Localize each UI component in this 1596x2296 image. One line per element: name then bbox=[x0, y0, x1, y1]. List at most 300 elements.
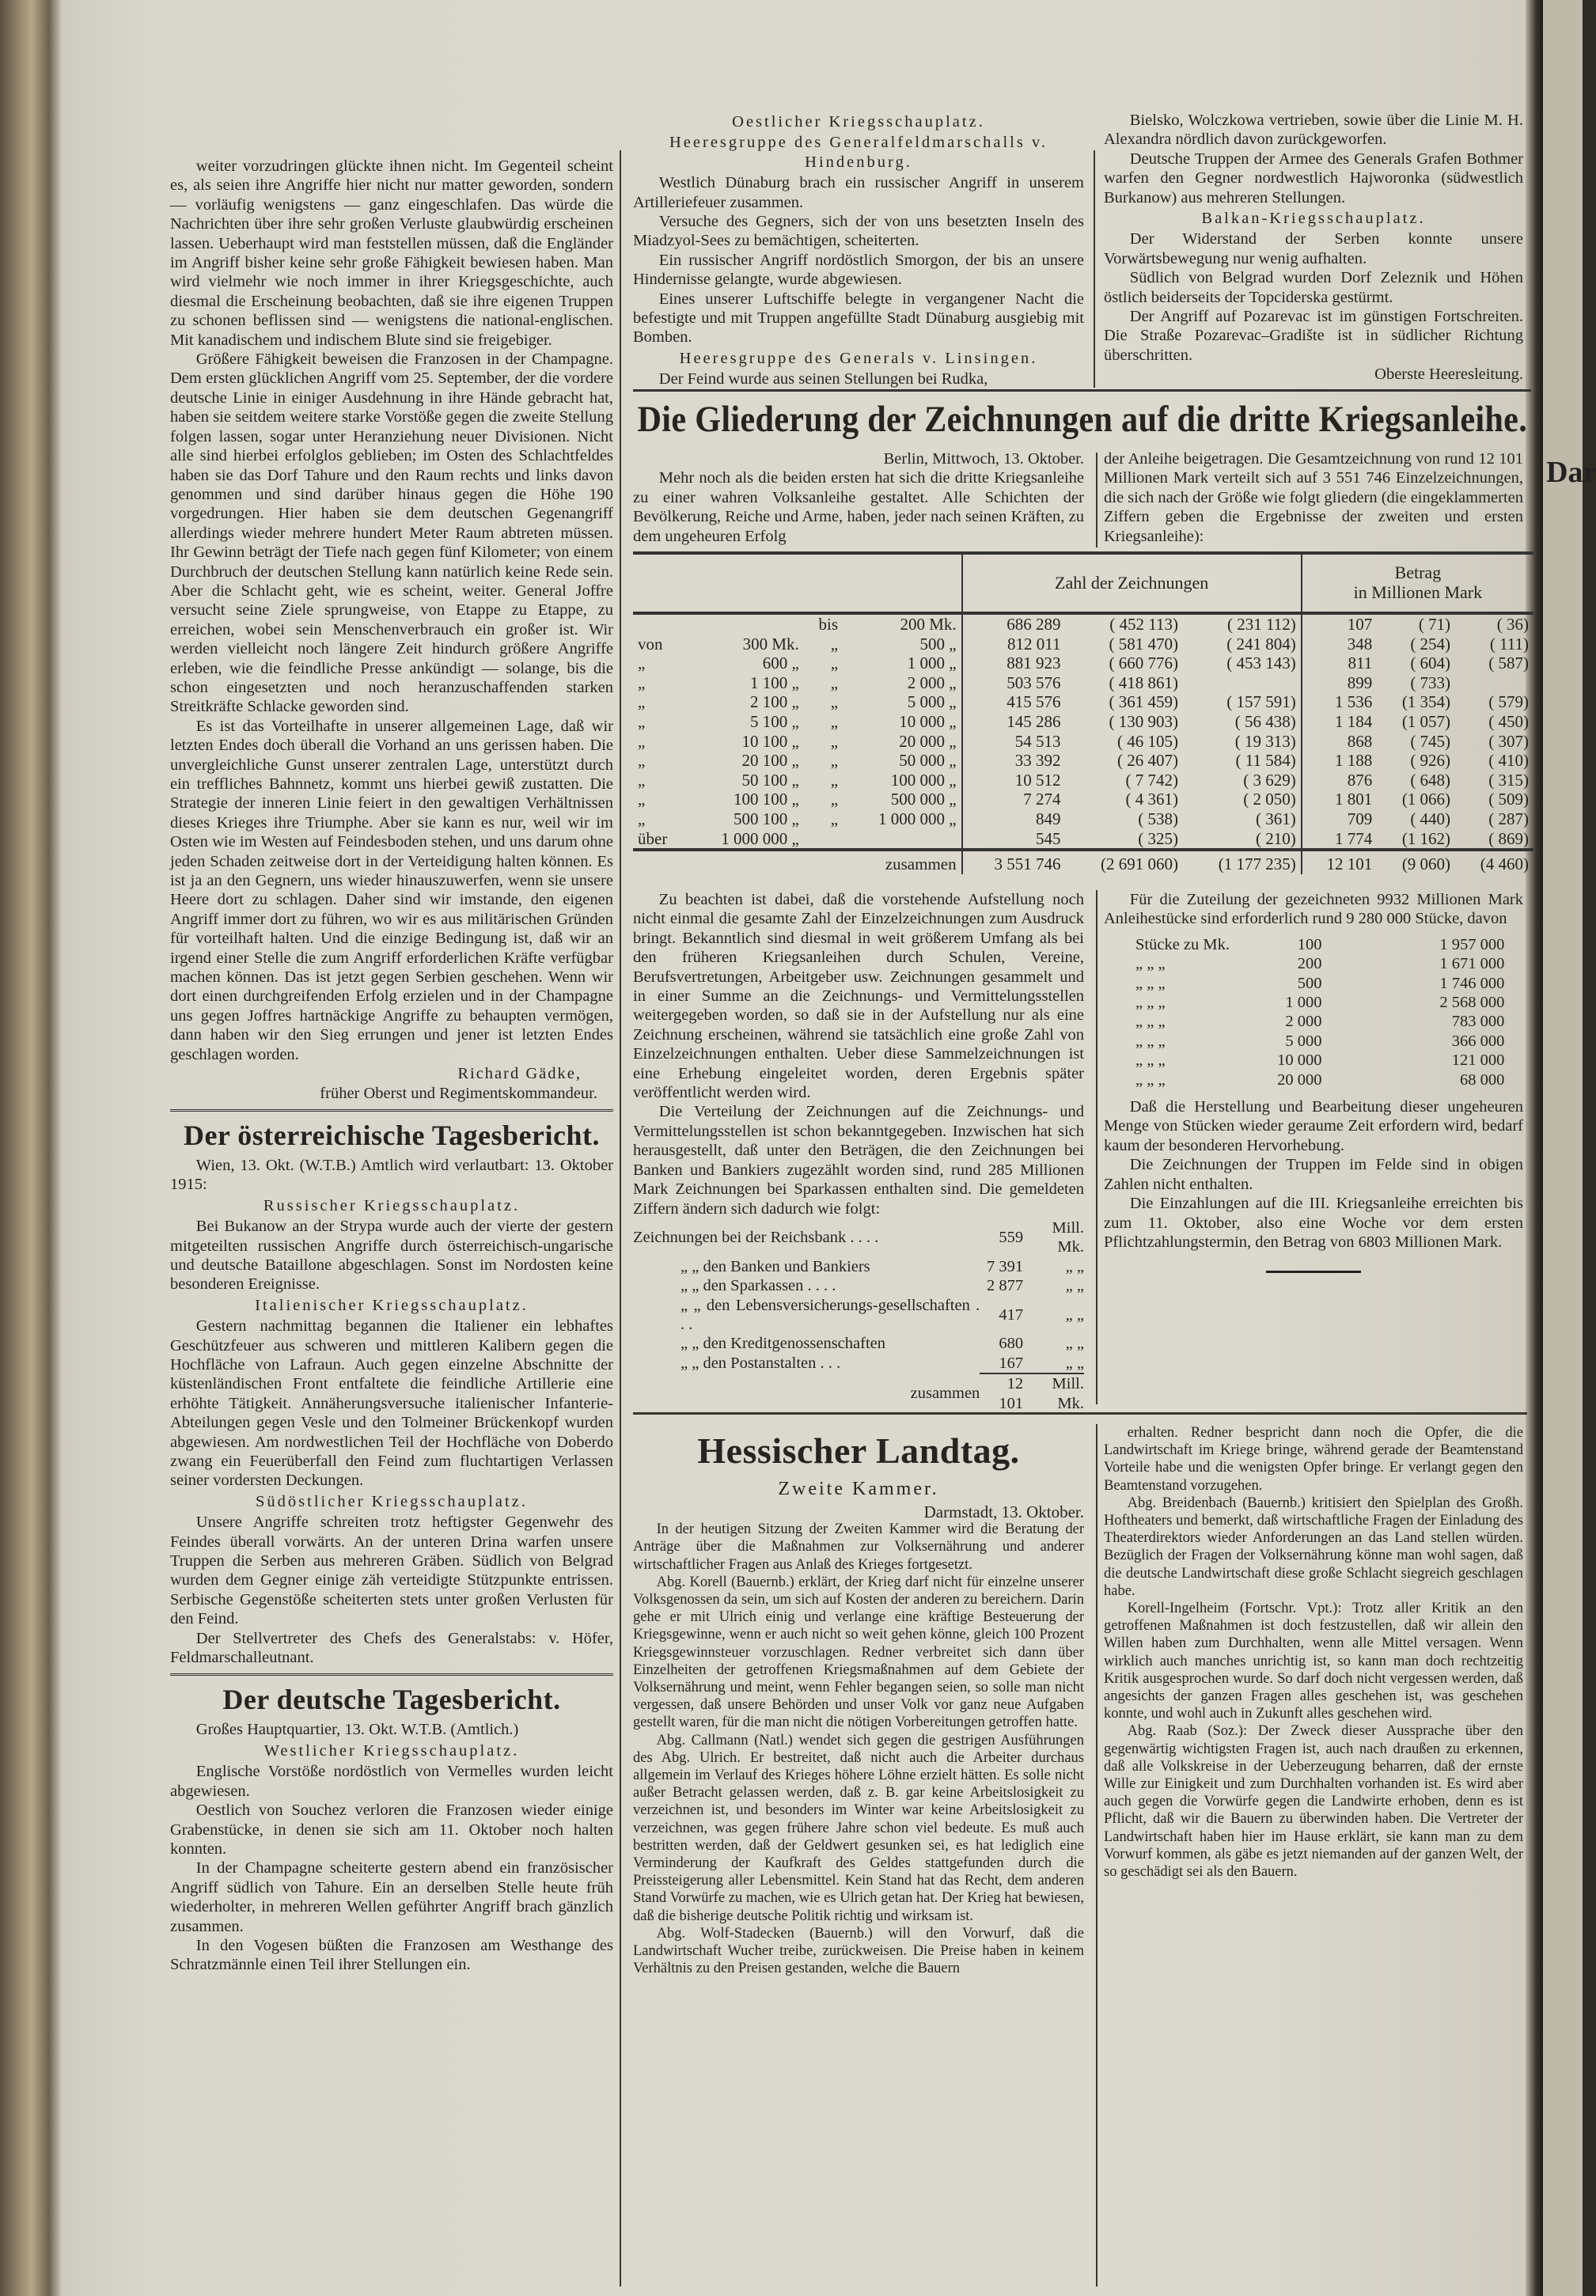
cell-von: „ bbox=[638, 751, 646, 771]
cell-a1 bbox=[1455, 673, 1533, 693]
table-row bbox=[633, 829, 1533, 851]
paragraph: Westlich Dünaburg brach ein russischer Angriff in unserem Artilleriefeuer zusammen. bbox=[633, 174, 1084, 211]
landtag-body-continued bbox=[1104, 1424, 1523, 1881]
cell-from: 300 Mk. bbox=[742, 634, 799, 654]
list-item bbox=[633, 1257, 1084, 1276]
cell-a1: ( 287) bbox=[1488, 809, 1529, 828]
cell-a1: ( 36) bbox=[1496, 615, 1529, 634]
cell-c3: 686 289 bbox=[962, 613, 1066, 635]
supreme-command-signoff: Oberste Heeresleitung. bbox=[1374, 366, 1523, 384]
cell-c2: ( 660 776) bbox=[1109, 654, 1178, 673]
loan-article-right bbox=[1104, 890, 1523, 1408]
commentary-article bbox=[170, 157, 613, 1064]
paragraph: Südlich von Belgrad wurden Dorf Zeleznik und Höhen östlich beiderseits der Topciderska gestürmt. bbox=[1104, 269, 1523, 306]
column-1 bbox=[170, 157, 613, 2289]
german-report-body bbox=[170, 1762, 613, 1974]
landtag-subtitle: Zweite Kammer. bbox=[778, 1479, 939, 1499]
paragraph: Abg. Breidenbach (Bauernb.) kritisiert den Spielplan des Großh. Hoftheaters und bemerkt, daß wirtschaftliche Fragen der Einladung des Theaterdirektors wieder Anforderungen an das Land stellen würden. Bezüglich der Fragen der Volksernährung könne man wohl sagen, daß die deutsche Landwirtschaft diese große Schlacht siegreich geschlagen habe. bbox=[1104, 1495, 1523, 1599]
cell-a3: 876 bbox=[1302, 771, 1377, 790]
cell-von bbox=[633, 613, 686, 635]
eastern-front-last-line: Der Feind wurde aus seinen Stellungen bei Rudka, bbox=[658, 370, 988, 388]
cell-bis: „ bbox=[830, 634, 839, 654]
column-divider bbox=[620, 150, 621, 2287]
institution-label: „ „ den Kreditgenossenschaften bbox=[680, 1335, 885, 1353]
list-item bbox=[1135, 954, 1504, 973]
balkan-front-title: Balkan-Kriegsschauplatz. bbox=[1201, 210, 1426, 228]
cell-a2: ( 604) bbox=[1410, 654, 1451, 673]
cell-to: 200 Mk. bbox=[900, 615, 957, 634]
cell-a2: ( 926) bbox=[1410, 751, 1451, 771]
cell-c2: ( 325) bbox=[1138, 828, 1178, 848]
cell-a3: 811 bbox=[1302, 654, 1377, 673]
army-group-hindenburg: Heeresgruppe des Generalfeldmarschalls v. Hindenburg. bbox=[669, 134, 1048, 171]
german-report-headline: Der deutsche Tagesbericht. bbox=[222, 1684, 561, 1716]
cell-c2: ( 581 470) bbox=[1109, 634, 1178, 654]
list-item bbox=[633, 1276, 1084, 1295]
paragraph: Abg. Raab (Soz.): Der Zweck dieser Aussprache über den gegenwärtig wichtigsten Fragen ist, auch nach draußen zu erkennen, daß alle Volkskreise in der Ueberzeugung beharren, daß der ernste Wille zur Einigkeit und zum Durchhalten vorhanden ist. Es wird aber auch gegen die Vorwürfe gegen die Landwirte erhoben, denn es ist Pflicht, daß wir die Bauern zu überwinden haben. Die Vertreter der Landwirtschaft haben hier im Hause erklärt, sie kann man zu dem Vorwurf kommen, als gäbe es jetzt niemanden auf der ganzen Welt, der so geschädigt sei als den Bauern. bbox=[1104, 1723, 1523, 1881]
paragraph: erhalten. Redner bespricht dann noch die Opfer, die die Landwirtschaft im Kriege bringe, während gerade der Beamtenstand Vorteile habe und die wenigsten Opfer bringe. Er verlangt gegen den Beamtenstand vorzugehen. bbox=[1104, 1425, 1523, 1494]
denomination-breakdown bbox=[1135, 935, 1504, 1089]
count-header: Zahl der Zeichnungen bbox=[962, 553, 1302, 613]
institution-value: 7 391 bbox=[987, 1257, 1024, 1275]
cell-to: 500 „ bbox=[919, 634, 957, 654]
paragraph: In den Vogesen büßten die Franzosen am Westhange des Schratzmännle einen Teil ihrer Stellungen ein. bbox=[170, 1936, 613, 1974]
cell-a2: (1 162) bbox=[1401, 828, 1451, 848]
paragraph: Englische Vorstöße nordöstlich von Vermelles wurden leicht abgewiesen. bbox=[170, 1763, 613, 1800]
cell-to: 5 000 „ bbox=[907, 692, 957, 712]
piece-label: „ „ „ bbox=[1135, 1070, 1166, 1089]
cell-c1: ( 3 629) bbox=[1243, 770, 1296, 790]
piece-label: „ „ „ bbox=[1135, 974, 1166, 992]
cell-to bbox=[843, 829, 962, 851]
cell-c2: ( 452 113) bbox=[1109, 615, 1178, 634]
amount-header-line2: in Millionen Mark bbox=[1353, 582, 1483, 602]
cell-from: 500 100 „ bbox=[733, 809, 799, 828]
cell-a2: (1 066) bbox=[1401, 790, 1451, 809]
size-class-header bbox=[633, 553, 962, 613]
paragraph: Bei Bukanow an der Strypa wurde auch der vierte der gestern mitgeteilten russischen Angriffe durch österreichisch-ungarische und deutsche Bataillone abgeschlagen. Sonst im Nordosten keine besonderen Ereignisse. bbox=[170, 1218, 613, 1294]
institution-value: 680 bbox=[999, 1335, 1024, 1353]
piece-label: „ „ „ bbox=[1135, 1032, 1166, 1050]
cell-von: „ bbox=[638, 654, 646, 673]
cell-from: 100 100 „ bbox=[733, 790, 799, 809]
cell-c1: ( 231 112) bbox=[1227, 615, 1296, 634]
cell-a1: ( 410) bbox=[1488, 751, 1529, 771]
paragraph: Oestlich von Souchez verloren die Franzosen wieder einige Grabenstücke, in denen sie sich am 11. Oktober noch halten konnten. bbox=[170, 1802, 613, 1858]
loan-article-left bbox=[633, 890, 1084, 1412]
paragraph: Die Verteilung der Zeichnungen auf die Zeichnungs- und Vermittelungsstellen ist schon bekanntgegeben. Inzwischen hat sich herausgestellt, daß unter den Beträgen, die den Zeichnungen bei Banken und Bankiers zugezählt worden sind, rund 285 Millionen Mark Zeichnungen bei Sparkassen enthalten sind. Die gemeldeten Ziffern ändern sich dadurch wie folgt: bbox=[633, 1103, 1084, 1218]
column-divider bbox=[1096, 1424, 1097, 2287]
cell-c3: 145 286 bbox=[962, 712, 1066, 732]
piece-label: „ „ „ bbox=[1135, 1013, 1166, 1031]
cell-a2: ( 254) bbox=[1410, 634, 1451, 654]
paragraph: Abg. Wolf-Stadecken (Bauernb.) will den Vorwurf, daß die Landwirtschaft Wucher treibe, zurückweisen. Die Preise haben in keinem Verhältnis zu den Preisen gestanden, welche die Bauern bbox=[633, 1925, 1084, 1977]
list-item bbox=[1135, 935, 1504, 954]
section-title: Russischer Kriegsschauplatz. bbox=[263, 1196, 521, 1214]
cell-c2: ( 46 105) bbox=[1116, 731, 1178, 751]
cell-von: „ bbox=[638, 809, 646, 828]
institution-total-label: zusammen bbox=[910, 1384, 980, 1402]
cell-a1: ( 450) bbox=[1488, 711, 1529, 731]
institution-label: Zeichnungen bei der Reichsbank . . . . bbox=[633, 1229, 879, 1247]
paragraph: Der Widerstand der Serben konnte unsere Vorwärtsbewegung nur wenig aufhalten. bbox=[1104, 230, 1523, 267]
cell-von: „ bbox=[638, 790, 646, 809]
cell-c2: ( 26 407) bbox=[1116, 751, 1178, 771]
cell-c1: ( 453 143) bbox=[1226, 654, 1296, 673]
amount-header-line1: Betrag bbox=[1394, 563, 1442, 583]
paragraph: Gestern nachmittag begannen die Italiener ein lebhaftes Geschützfeuer aus schweren und mittleren Kalibern gegen die Hochfläche von Lafraun. Auch gegen einzelne Abschnitte der küstenländischen Front entfaltete die feindliche Artillerie eine erhöhte Tätigkeit. Annäherungsversuche italienischer Infanterie-Abteilungen gegen Vesle und den Tolmeiner Brückenkopf wurden abgewiesen. Am nordwestlichen Teil der Hochfläche von Doberdo zwang ein Feuerüberfall den Feind zum fluchtartigen Verlassen seiner vordersten Deckungen. bbox=[170, 1317, 613, 1490]
column-divider bbox=[1096, 453, 1097, 547]
cell-from: 5 100 „ bbox=[749, 711, 799, 731]
table-row bbox=[633, 692, 1533, 712]
cell-von: von bbox=[638, 634, 663, 654]
institution-total-unit: Mill. Mk. bbox=[1023, 1373, 1084, 1413]
loan-article-headline-box bbox=[633, 389, 1531, 447]
paragraph: Versuche des Gegners, sich der von uns besetzten Inseln des Miadzyol-Sees zu bemächtigen, scheiterten. bbox=[633, 213, 1084, 250]
book-binding bbox=[0, 0, 62, 2296]
section-title: Italienischer Kriegsschauplatz. bbox=[255, 1296, 529, 1314]
landtag-headline: Hessischer Landtag. bbox=[697, 1430, 1020, 1471]
table-row bbox=[633, 712, 1533, 732]
austrian-report-dateline: Wien, 13. Okt. (W.T.B.) Amtlich wird verlautbart: 13. Oktober 1915: bbox=[170, 1156, 613, 1194]
cell-c2: ( 130 903) bbox=[1109, 711, 1178, 731]
cell-a3: 348 bbox=[1302, 635, 1377, 654]
piece-count: 1 746 000 bbox=[1439, 974, 1505, 992]
piece-label: „ „ „ bbox=[1135, 994, 1166, 1012]
cell-c1: ( 19 313) bbox=[1234, 731, 1296, 751]
cell-a3: 1 188 bbox=[1302, 751, 1377, 771]
cell-to: 1 000 „ bbox=[907, 654, 957, 673]
table-row bbox=[633, 673, 1533, 693]
cell-to: 20 000 „ bbox=[899, 731, 957, 751]
paragraph: Zu beachten ist dabei, daß die vorstehende Aufstellung noch nicht einmal die gesamte Zahl der Einzelzeichnungen zum Ausdruck bringt. Bekanntlich sind diesmal in weit größerem Umfang als bei den früheren Kriegsanleihen durch Schulen, Vereine, Berufsvertretungen, Arbeitgeber usw. Zeichnungen gesammelt und in einer Summe an die Zeichnungs- und Vermittelungsstellen weitergegeben worden, so daß sie in der Aufstellung nur als eine Zeichnung erscheinen, während sie tatsächlich eine große Zahl von Einzelzeichnungen enthalten. Ueber diese Sammelzeichnungen ist eine Erhebung eingeleitet worden, deren Ergebnis später veröffentlicht werden wird. bbox=[633, 891, 1084, 1102]
piece-count: 1 671 000 bbox=[1439, 955, 1505, 973]
piece-denom: 10 000 bbox=[1277, 1051, 1322, 1070]
paragraph: Bielsko, Wolczkowa vertrieben, sowie über die Linie M. H. Alexandra nördlich davon zurückgeworfen. bbox=[1104, 112, 1523, 149]
cell-to: 500 000 „ bbox=[890, 790, 957, 809]
table-row bbox=[633, 809, 1533, 829]
paragraph: weiter vorzudringen glückte ihnen nicht. Im Gegenteil scheint es, als seien ihre Angriffe hier nicht nur matter geworden, sondern — vorläufig wenigstens — ganz eingeschlafen. Das würde die Nachrichten über ihre sehr großen Verluste glaubwürdig erscheinen lassen. Ueberhaupt wird man feststellen müssen, daß die Engländer im Angriff bisher keine sehr große Fähigkeit bewiesen haben. Man wird vielmehr wie noch immer in ihrer Kriegsgeschichte, auch diesmal die Erscheinung beobachten, daß sie ihre eigenen Truppen zu schonen beflissen sind — wenigstens die national-englischen. Mit kanadischem und indischem Blute sind sie freigebiger. bbox=[170, 157, 613, 349]
piece-count: 1 957 000 bbox=[1439, 935, 1505, 953]
paragraph: In der heutigen Sitzung der Zweiten Kammer wird die Beratung der Anträge über die Maßnahmen zur Volksernährung und anderer wirtschaftlicher Fragen aus Anlaß des Krieges fortgesetzt. bbox=[633, 1521, 1084, 1573]
table-row bbox=[633, 635, 1533, 654]
section-rule bbox=[170, 1109, 613, 1112]
paragraph: Der Angriff auf Pozarevac ist im günstigen Fortschreiten. Die Straße Pozarevac–Gradište ist in südlicher Richtung überschritten. bbox=[1104, 308, 1523, 364]
cell-a2: (9 060) bbox=[1377, 850, 1455, 874]
cell-von bbox=[633, 850, 686, 874]
piece-label: Stücke zu Mk. bbox=[1135, 935, 1230, 953]
paragraph: Die Einzahlungen auf die III. Kriegsanleihe erreichten bis zum 11. Oktober, also eine Woche vor dem ersten Pflichtzahlungstermin, den Betrag von 6803 Millionen Mark. bbox=[1104, 1195, 1523, 1251]
cell-a3: 868 bbox=[1302, 732, 1377, 752]
paragraph: Unsere Angriffe schreiten trotz heftigster Gegenwehr des Feindes überall vorwärts. An der unteren Drina warfen unsere Truppen die Serben aus mehreren Gräben. Südlich von Belgrad wurden dem Gegner einige zäh verteidigte Stützpunkte entrissen. Serbische Gegenstöße scheiterten stets unter großen Verlusten für den Feind. bbox=[170, 1514, 613, 1628]
cell-to: 2 000 „ bbox=[907, 673, 957, 692]
paragraph: Es ist das Vorteilhafte in unserer allgemeinen Lage, daß wir letzten Endes doch überall die Vorhand an uns gerissen haben. Die unvergleichliche Gunst unserer zentralen Lage, unterstützt durch ein treffliches Bahnnetz, kommt uns hierbei gewiß zustatten. Die Strategie der inneren Linie feiert in den gewaltigen Verhältnissen dieses Krieges ihre Triumphe. Aber sie kann es nur, weil wir im Osten wie im Westen auf Feindesboden stehen, und uns darum ohne jeden Schaden zeitweise dort in der Verteidigung halten können. Es ist ja an den Gegnern, uns wieder hinauszuwerfen, wenn sie unsere Heere dort zu schlagen. Daher sind wir imstande, den eigenen Angriff immer dort zu führen, wo wir es aus militärischen Gründen für vorteilhaft halten. Und die einzige Bedingung ist, daß wir an irgend einer Stelle die zum Angriff erforderlichen Kräfte verfügbar machen können. Das ist jetzt gegen Serbien geschehen. Wenn wir dort einen durchgreifenden Erfolg erzielen und in der Champagne uns gegen Joffres hartnäckige Angriffe zu behaupten vermögen, dann haben wir den Sieg errungen und jener ist letzten Endes geschlagen worden. bbox=[170, 717, 613, 1063]
cell-from: 50 100 „ bbox=[741, 770, 799, 790]
piece-denom: 2 000 bbox=[1285, 1013, 1322, 1031]
table-row bbox=[633, 771, 1533, 790]
cell-c1: ( 361) bbox=[1256, 809, 1296, 828]
cell-to: 10 000 „ bbox=[899, 711, 957, 731]
cell-c2: ( 361 459) bbox=[1109, 692, 1178, 712]
piece-count: 121 000 bbox=[1451, 1051, 1505, 1070]
list-item bbox=[1135, 1051, 1504, 1070]
austrian-report-body bbox=[170, 1196, 613, 1629]
piece-count: 68 000 bbox=[1460, 1070, 1505, 1089]
cell-von: „ bbox=[638, 731, 646, 751]
cell-a1: ( 315) bbox=[1488, 770, 1529, 790]
institution-label: „ „ den Postanstalten . . . bbox=[680, 1354, 841, 1373]
institution-breakdown bbox=[633, 1218, 1084, 1413]
piece-label: „ „ „ bbox=[1135, 955, 1166, 973]
cell-bis: „ bbox=[830, 731, 839, 751]
landtag-article-right bbox=[1104, 1424, 1523, 2287]
cell-c3: 503 576 bbox=[962, 673, 1066, 693]
paragraph: In der Champagne scheiterte gestern abend ein französischer Angriff südlich von Tahure. Ein an derselben Stelle heute früh wiederholter, in mehreren Wellen geführter Angriff brach gänzlich zusammen. bbox=[170, 1859, 613, 1935]
piece-denom: 5 000 bbox=[1285, 1032, 1322, 1050]
cell-a2: (1 354) bbox=[1401, 692, 1451, 712]
cell-bis bbox=[804, 850, 843, 874]
list-item bbox=[1135, 993, 1504, 1012]
piece-denom: 1 000 bbox=[1285, 994, 1322, 1012]
cell-from bbox=[686, 613, 804, 635]
cell-bis: „ bbox=[830, 751, 839, 771]
institution-value: 417 bbox=[999, 1305, 1024, 1324]
table-row bbox=[633, 790, 1533, 809]
cell-a2: ( 745) bbox=[1410, 731, 1451, 751]
cell-a1: ( 307) bbox=[1488, 731, 1529, 751]
cell-a1: (4 460) bbox=[1455, 850, 1533, 874]
eastern-front-continuation bbox=[1104, 111, 1523, 207]
cell-bis bbox=[804, 829, 843, 851]
section-title: Südöstlicher Kriegsschauplatz. bbox=[256, 1492, 528, 1510]
cell-a3: 1 184 bbox=[1302, 712, 1377, 732]
loan-dateline: Berlin, Mittwoch, 13. Oktober. bbox=[883, 450, 1084, 468]
cell-bis: „ bbox=[830, 692, 839, 712]
cell-bis: „ bbox=[830, 809, 839, 828]
landtag-article-left bbox=[633, 1424, 1084, 2287]
institution-unit: „ „ bbox=[1065, 1335, 1084, 1353]
paragraph: Korell-Ingelheim (Fortschr. Vpt.): Trotz aller Kritik an den getroffenen Maßnahmen ist doch festzustellen, daß wir allein den Willen haben zum Durchhalten, wenn alle Mittel versagen. Wenn wirklich auch manches unrichtig ist, so kann man doch rechtzeitig Kritik ausgesprochen wurde. So darf doch nicht vergessen werden, daß angesichts der ganzen Fragen alles geschehen ist, was geschehen konnte, und wohl auch in Zukunft alles geschehen wird. bbox=[1104, 1601, 1523, 1722]
paragraph: Abg. Korell (Bauernb.) erklärt, der Krieg darf nicht für einzelne unserer Volksgenossen da sein, um sich auf Kosten der anderen zu bereichern. Darin gehe er mit Ulrich einig und verlange eine kräftige Besteuerung der Kriegsgewinne, wenn er auch nicht so weit gehen könne, gleich 100 Prozent Kriegsgewinnsteuer vorzuschlagen. Redner verbreitet sich dann über Einzelheiten der getroffenen Kriegsmaßnahmen auf dem Gebiete der Volksernährung und meint, wenn Fehler begangen seien, so solle man nicht vergessen, daß unsere Behörden und unser Volk vor ganz neue Aufgaben gestellt waren, für die man nicht die nötigen Vorbereitungen getroffen hatte. bbox=[633, 1574, 1084, 1731]
cell-a2: ( 648) bbox=[1410, 770, 1451, 790]
cell-c2: ( 7 742) bbox=[1125, 770, 1178, 790]
list-item bbox=[1135, 1012, 1504, 1031]
allocation-intro: Für die Zuteilung der gezeichneten 9932 Millionen Mark Anleihestücke sind erforderlich rund 9 280 000 Stücke, davon bbox=[1104, 891, 1523, 928]
cell-c2: ( 538) bbox=[1138, 809, 1178, 828]
cell-von: „ bbox=[638, 673, 646, 692]
cell-c3: 849 bbox=[962, 809, 1066, 829]
cell-bis: „ bbox=[830, 673, 839, 692]
cell-c1 bbox=[1183, 673, 1302, 693]
adjacent-page-edge bbox=[1543, 0, 1596, 2296]
column-2-top bbox=[633, 111, 1084, 388]
cell-a3: 1 774 bbox=[1302, 829, 1377, 851]
cell-c3: 3 551 746 bbox=[962, 850, 1066, 874]
adjacent-page-heading-fragment: Dar bbox=[1546, 456, 1596, 489]
cell-from bbox=[686, 850, 804, 874]
institution-unit: „ „ bbox=[1065, 1305, 1084, 1324]
eastern-front-body bbox=[633, 173, 1084, 347]
cell-to: zusammen bbox=[843, 850, 962, 874]
cell-c3: 33 392 bbox=[962, 751, 1066, 771]
paragraph: Abg. Callmann (Natl.) wendet sich gegen die gestrigen Ausführungen des Abg. Ulrich. Er bestreitet, daß nicht auch die Arbeiter durchaus allgemein im Verlauf des Krieges höhere Löhne erzielt hätten. Es solle nicht außer Betracht gelassen werden, daß z. B. gar keine Arbeitslosigkeit zu verzeichnen ist, und besonders im Winter war keine Arbeitslosigkeit zu verzeichnen, was gegen frühere Jahre schon viel bedeute. Es muß auch bestritten werden, daß der Geldwert gesunken sei, es hat lediglich eine Verminderung der Kaufkraft des Geldes stattgefunden durch die Preissteigerung aller Lebensmittel. Kein Stand hat das Recht, dem anderen Stand Vorwürfe zu machen, wie es Ulrich getan hat. Der Krieg hat bewiesen, daß die bisherige deutsche Politik richtig und wirksam ist. bbox=[633, 1732, 1084, 1924]
cell-from: 2 100 „ bbox=[749, 692, 799, 712]
piece-denom: 20 000 bbox=[1277, 1070, 1322, 1089]
column-divider bbox=[1094, 150, 1095, 388]
cell-a3: 1 801 bbox=[1302, 790, 1377, 809]
cell-c3: 812 011 bbox=[962, 635, 1066, 654]
page-gutter bbox=[1526, 0, 1543, 2296]
table-row bbox=[633, 654, 1533, 673]
author-title: früher Oberst und Regimentskommandeur. bbox=[320, 1084, 597, 1102]
cell-c1: ( 210) bbox=[1256, 828, 1296, 848]
paragraph: Die Zeichnungen der Truppen im Felde sind in obigen Zahlen nicht enthalten. bbox=[1104, 1156, 1523, 1193]
paragraph: Daß die Herstellung und Bearbeitung dieser ungeheuren Menge von Stücken wieder geraume Zeit erfordern wird, bedarf kaum der besonderen Hervorhebung. bbox=[1104, 1098, 1523, 1154]
cell-from: 1 100 „ bbox=[749, 673, 799, 692]
institution-label: „ „ den Banken und Bankiers bbox=[680, 1257, 870, 1275]
table-row bbox=[633, 613, 1533, 635]
list-item bbox=[1135, 1070, 1504, 1089]
cell-c1: ( 157 591) bbox=[1226, 692, 1296, 712]
piece-denom: 200 bbox=[1297, 955, 1322, 973]
eastern-front-title: Oestlicher Kriegsschauplatz. bbox=[732, 113, 985, 131]
german-report-dateline: Großes Hauptquartier, 13. Okt. W.T.B. (Amtlich.) bbox=[195, 1721, 519, 1739]
list-item bbox=[633, 1296, 1084, 1335]
cell-bis: „ bbox=[830, 654, 839, 673]
list-item bbox=[1135, 1032, 1504, 1051]
cell-a1: ( 509) bbox=[1488, 790, 1529, 809]
cell-bis: „ bbox=[830, 770, 839, 790]
table-row bbox=[633, 732, 1533, 752]
institution-label: „ „ den Sparkassen . . . . bbox=[680, 1277, 836, 1295]
cell-c3: 415 576 bbox=[962, 692, 1066, 712]
piece-label: „ „ „ bbox=[1135, 1051, 1166, 1070]
german-report-section-title: Westlicher Kriegsschauplatz. bbox=[263, 1741, 520, 1760]
cell-c2: ( 4 361) bbox=[1125, 790, 1178, 809]
piece-denom: 500 bbox=[1297, 974, 1322, 992]
cell-von: „ bbox=[638, 692, 646, 712]
institution-value: 559 bbox=[999, 1229, 1024, 1247]
cell-bis: „ bbox=[830, 790, 839, 809]
cell-a2: ( 733) bbox=[1410, 673, 1451, 692]
army-group-linsingen: Heeresgruppe des Generals v. Linsingen. bbox=[679, 349, 1038, 367]
cell-a3: 709 bbox=[1302, 809, 1377, 829]
cell-von: „ bbox=[638, 711, 646, 731]
cell-c1: ( 2 050) bbox=[1243, 790, 1296, 809]
cell-von: über bbox=[638, 828, 668, 848]
cell-a1: ( 869) bbox=[1488, 828, 1529, 848]
list-item bbox=[1135, 974, 1504, 993]
loan-notes bbox=[633, 890, 1084, 1218]
cell-to: 1 000 000 „ bbox=[878, 809, 957, 828]
institution-unit: „ „ bbox=[1065, 1257, 1084, 1275]
cell-a3: 12 101 bbox=[1302, 850, 1377, 874]
table-row bbox=[633, 751, 1533, 771]
landtag-body bbox=[633, 1521, 1084, 1977]
cell-c2: (2 691 060) bbox=[1066, 850, 1183, 874]
cell-c1: (1 177 235) bbox=[1183, 850, 1302, 874]
cell-a2: (1 057) bbox=[1401, 711, 1451, 731]
table-total-row bbox=[633, 850, 1533, 874]
subscriptions-table bbox=[633, 551, 1533, 874]
balkan-front-body bbox=[1104, 229, 1523, 365]
loan-article-headline: Die Gliederung der Zeichnungen auf die dritte Kriegsanleihe. bbox=[637, 399, 1527, 440]
loan-closing-notes bbox=[1104, 1097, 1523, 1252]
column-divider bbox=[1096, 890, 1097, 1404]
loan-intro-left bbox=[633, 449, 1084, 548]
cell-a1: ( 587) bbox=[1488, 654, 1529, 673]
loan-intro-paragraph: Mehr noch als die beiden ersten hat sich die dritte Kriegsanleihe zu einer wahren Volksanleihe gestaltet. Alle Schichten der Bevölkerung, Reiche und Arme, haben, jeder nach seinen Kräften, zu dem ungeheuren Erfolg bbox=[633, 469, 1084, 545]
institution-unit: Mill. Mk. bbox=[1052, 1218, 1084, 1256]
loan-intro-continuation: der Anleihe beigetragen. Die Gesamtzeichnung von rund 12 101 Millionen Mark verteilt sich auf 3 551 746 Einzelzeichnungen, die sich nach der Größe wie folgt gliedern (die eingeklammerten Ziffern geben die Ergebnisse der zweiten und ersten Kriegsanleihe): bbox=[1104, 450, 1523, 545]
column-3-top bbox=[1104, 111, 1523, 388]
paragraph: Ein russischer Angriff nordöstlich Smorgon, der bis an unsere Hindernisse gelangte, wurde abgewiesen. bbox=[633, 251, 1084, 289]
section-rule bbox=[170, 1673, 613, 1676]
list-item bbox=[633, 1354, 1084, 1373]
cell-to: 100 000 „ bbox=[890, 770, 957, 790]
cell-a2: ( 71) bbox=[1418, 615, 1451, 634]
cell-a3: 1 536 bbox=[1302, 692, 1377, 712]
end-rule bbox=[1266, 1271, 1361, 1273]
paragraph: Größere Fähigkeit beweisen die Franzosen in der Champagne. Dem ersten glücklichen Angriff vom 25. September, der die vordere deutsche Linie in einiger Ausdehnung in ihre Hände gebracht hat, haben sie seitdem weitere starke Vorstöße gegen die zweite Stellung folgen lassen, sogar unter Heranziehung neuer Divisionen. Nicht alle sind hierbei erfolglos geblieben; im Osten des Schlachtfeldes haben sie das Dorf Tahure und den Raum rechts und links davon genommen und sind darüber hinaus gegen die Höhe 190 vorgedrungen. Hier haben sie dem deutschen Gegenangriff allerdings wieder mehrere hundert Meter Raum abtreten müssen. Ihr Gewinn beträgt der Tiefe nach gegen fünf Kilometer; von einem Durchbruch der deutschen Stellung kann natürlich keine Rede sein. Aber die Schlacht geht, wie es scheint, weiter. General Joffre versucht seine Ziele sprungweise, von Etappe zu Etappe, zu erreichen, wobei sein Menschenverbrauch ein großer ist. Wir werden vielleicht noch längere Zeit hindurch größere Angriffe erleben, wie die feindliche Presse ankündigt — solange, bis die schon eingesetzten und noch heranzuschaffenden starken Streitkräfte Schlacke geworden sind. bbox=[170, 350, 613, 716]
piece-denom: 100 bbox=[1297, 935, 1322, 953]
cell-from: 600 „ bbox=[762, 654, 799, 673]
cell-a3: 107 bbox=[1302, 613, 1377, 635]
paragraph: Deutsche Truppen der Armee des Generals Grafen Bothmer warfen den Gegner nordwestlich Hajworonka (südwestlich Burkanow) aus mehreren Stellungen. bbox=[1104, 150, 1523, 206]
cell-c2: ( 418 861) bbox=[1109, 673, 1178, 692]
cell-to: 50 000 „ bbox=[899, 751, 957, 771]
list-item bbox=[633, 1334, 1084, 1353]
institution-unit: „ „ bbox=[1065, 1354, 1084, 1372]
amount-header bbox=[1302, 553, 1533, 613]
piece-count: 2 568 000 bbox=[1439, 994, 1505, 1012]
institution-value: 2 877 bbox=[987, 1277, 1024, 1295]
institution-label: „ „ den Lebensversicherungs-gesellschaften . . . bbox=[680, 1296, 980, 1333]
list-total bbox=[633, 1373, 1084, 1413]
cell-c1: ( 11 584) bbox=[1235, 751, 1296, 771]
piece-count: 783 000 bbox=[1451, 1013, 1505, 1031]
author-name: Richard Gädke, bbox=[457, 1065, 582, 1083]
cell-from: 10 100 „ bbox=[741, 731, 799, 751]
cell-von: „ bbox=[638, 770, 646, 790]
cell-from: 20 100 „ bbox=[741, 751, 799, 771]
institution-value: 167 bbox=[999, 1354, 1024, 1372]
cell-c1: ( 241 804) bbox=[1226, 634, 1296, 654]
cell-from: 1 000 000 „ bbox=[721, 828, 799, 848]
cell-a3: 899 bbox=[1302, 673, 1377, 693]
institution-total-value: 12 101 bbox=[980, 1373, 1023, 1413]
cell-a1: ( 579) bbox=[1488, 692, 1529, 712]
cell-a2: ( 440) bbox=[1410, 809, 1451, 828]
cell-bis: bis bbox=[818, 615, 839, 634]
institution-unit: „ „ bbox=[1065, 1277, 1084, 1295]
cell-c1: ( 56 438) bbox=[1234, 711, 1296, 731]
austrian-report-signoff: Der Stellvertreter des Chefs des Generalstabs: v. Höfer, Feldmarschalleutnant. bbox=[170, 1629, 613, 1667]
landtag-dateline: Darmstadt, 13. Oktober. bbox=[923, 1502, 1084, 1521]
cell-c3: 54 513 bbox=[962, 732, 1066, 752]
table-header-row bbox=[633, 553, 1533, 613]
cell-c3: 10 512 bbox=[962, 771, 1066, 790]
cell-c3: 545 bbox=[962, 829, 1066, 851]
cell-c3: 881 923 bbox=[962, 654, 1066, 673]
cell-c3: 7 274 bbox=[962, 790, 1066, 809]
cell-bis: „ bbox=[830, 711, 839, 731]
piece-count: 366 000 bbox=[1451, 1032, 1505, 1050]
loan-intro-right bbox=[1104, 449, 1523, 548]
list-item bbox=[633, 1218, 1084, 1257]
paragraph: Eines unserer Luftschiffe belegte in vergangener Nacht die befestigte und mit Truppen angefüllte Stadt Dünaburg ausgiebig mit Bomben. bbox=[633, 290, 1084, 347]
cell-a1: ( 111) bbox=[1489, 634, 1529, 654]
